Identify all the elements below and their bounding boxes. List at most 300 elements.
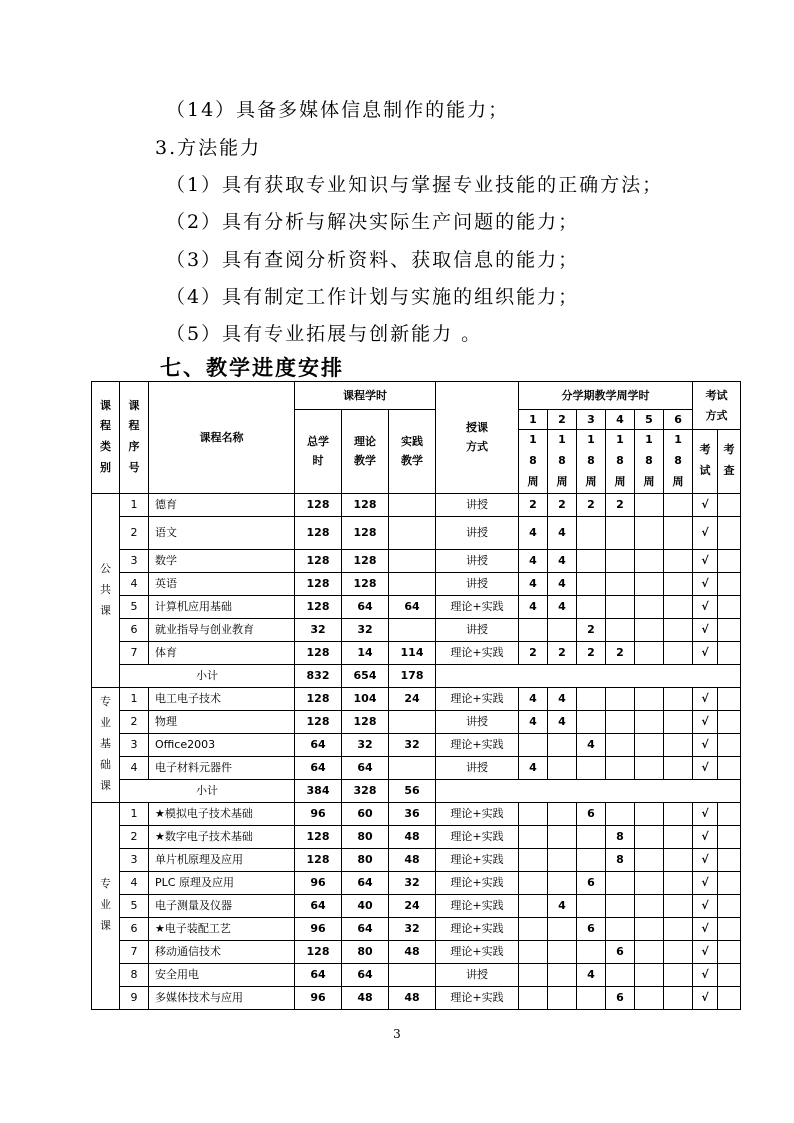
table-row xyxy=(92,493,741,516)
course-practice xyxy=(389,963,436,986)
course-total: 128 xyxy=(295,549,342,572)
course-semester-4 xyxy=(606,549,635,572)
course-exam: √ xyxy=(693,641,718,664)
course-total: 128 xyxy=(295,687,342,710)
header-exam-method: 考试 方式 xyxy=(693,382,741,430)
course-name: 多媒体技术与应用 xyxy=(149,986,295,1009)
course-practice: 48 xyxy=(389,986,436,1009)
course-semester-6 xyxy=(664,986,693,1009)
course-theory: 14 xyxy=(342,641,389,664)
course-semester-6 xyxy=(664,963,693,986)
course-semester-4 xyxy=(606,756,635,779)
course-check xyxy=(718,733,741,756)
course-check xyxy=(718,917,741,940)
text-line-3: （3）具有查阅分析资料、获取信息的能力； xyxy=(166,249,580,271)
course-semester-1: 4 xyxy=(519,516,548,549)
text-line-4: （4）具有制定工作计划与实施的组织能力； xyxy=(166,286,580,308)
course-practice xyxy=(389,549,436,572)
course-semester-5 xyxy=(635,687,664,710)
course-check xyxy=(718,825,741,848)
course-semester-3 xyxy=(577,848,606,871)
course-semester-5 xyxy=(635,802,664,825)
course-mode: 理论+实践 xyxy=(436,940,519,963)
course-semester-4 xyxy=(606,733,635,756)
course-semester-6 xyxy=(664,894,693,917)
course-name: 就业指导与创业教育 xyxy=(149,618,295,641)
header-check: 考 查 xyxy=(718,430,741,494)
course-name: ★电子装配工艺 xyxy=(149,917,295,940)
course-seq: 9 xyxy=(120,986,149,1009)
course-semester-2 xyxy=(548,848,577,871)
course-practice xyxy=(389,516,436,549)
subtotal-practice: 178 xyxy=(389,664,436,687)
course-semester-1 xyxy=(519,618,548,641)
teaching-schedule-table xyxy=(91,381,741,1010)
header-semester-4: 4 xyxy=(606,410,635,430)
course-semester-2 xyxy=(548,917,577,940)
course-mode: 理论+实践 xyxy=(436,641,519,664)
course-semester-2: 4 xyxy=(548,595,577,618)
category-cell: 公 共 课 xyxy=(92,493,120,687)
course-semester-3 xyxy=(577,516,606,549)
course-semester-1 xyxy=(519,917,548,940)
course-semester-3 xyxy=(577,986,606,1009)
course-mode: 理论+实践 xyxy=(436,802,519,825)
header-semester-6: 6 xyxy=(664,410,693,430)
course-semester-1: 4 xyxy=(519,687,548,710)
course-semester-1 xyxy=(519,733,548,756)
course-check xyxy=(718,641,741,664)
course-semester-5 xyxy=(635,549,664,572)
course-check xyxy=(718,595,741,618)
course-semester-1: 4 xyxy=(519,595,548,618)
course-total: 64 xyxy=(295,963,342,986)
course-semester-6 xyxy=(664,802,693,825)
course-semester-5 xyxy=(635,572,664,595)
course-practice xyxy=(389,618,436,641)
course-semester-3 xyxy=(577,687,606,710)
course-semester-3 xyxy=(577,549,606,572)
course-semester-2: 4 xyxy=(548,549,577,572)
course-exam: √ xyxy=(693,572,718,595)
course-total: 128 xyxy=(295,940,342,963)
course-mode: 讲授 xyxy=(436,549,519,572)
course-semester-4 xyxy=(606,802,635,825)
course-semester-2 xyxy=(548,940,577,963)
course-semester-6 xyxy=(664,825,693,848)
course-total: 64 xyxy=(295,733,342,756)
course-check xyxy=(718,871,741,894)
course-semester-1 xyxy=(519,963,548,986)
header-weeks-5: 1 8 周 xyxy=(635,430,664,494)
category-cell: 专 业 课 xyxy=(92,802,120,1009)
course-seq: 1 xyxy=(120,802,149,825)
course-total: 128 xyxy=(295,493,342,516)
course-name: 德育 xyxy=(149,493,295,516)
course-seq: 3 xyxy=(120,733,149,756)
course-practice: 32 xyxy=(389,871,436,894)
course-total: 128 xyxy=(295,516,342,549)
subtotal-blank xyxy=(436,664,741,687)
course-name: 体育 xyxy=(149,641,295,664)
course-mode: 讲授 xyxy=(436,963,519,986)
course-total: 128 xyxy=(295,595,342,618)
course-total: 64 xyxy=(295,756,342,779)
subtotal-total: 832 xyxy=(295,664,342,687)
course-practice xyxy=(389,572,436,595)
subtotal-theory: 328 xyxy=(342,779,389,802)
table-row xyxy=(92,516,741,549)
course-total: 96 xyxy=(295,871,342,894)
course-mode: 理论+实践 xyxy=(436,917,519,940)
course-name: 单片机原理及应用 xyxy=(149,848,295,871)
subtotal-label: 小计 xyxy=(120,779,295,802)
section-title: 七、教学进度安排 xyxy=(160,356,344,380)
course-check xyxy=(718,986,741,1009)
course-seq: 7 xyxy=(120,940,149,963)
course-theory: 128 xyxy=(342,516,389,549)
course-semester-1: 4 xyxy=(519,710,548,733)
course-semester-6 xyxy=(664,549,693,572)
course-semester-6 xyxy=(664,871,693,894)
course-seq: 2 xyxy=(120,710,149,733)
subtotal-row xyxy=(92,664,741,687)
course-exam: √ xyxy=(693,894,718,917)
course-name: 语文 xyxy=(149,516,295,549)
course-seq: 4 xyxy=(120,756,149,779)
course-semester-3 xyxy=(577,894,606,917)
table-row xyxy=(92,733,741,756)
course-practice: 36 xyxy=(389,802,436,825)
course-semester-5 xyxy=(635,963,664,986)
course-theory: 60 xyxy=(342,802,389,825)
course-semester-2: 4 xyxy=(548,710,577,733)
course-semester-3 xyxy=(577,572,606,595)
header-weeks-3: 1 8 周 xyxy=(577,430,606,494)
course-mode: 讲授 xyxy=(436,618,519,641)
header-name: 课程名称 xyxy=(149,382,295,494)
course-semester-2 xyxy=(548,986,577,1009)
header-weeks-1: 1 8 周 xyxy=(519,430,548,494)
table-row xyxy=(92,917,741,940)
course-practice: 48 xyxy=(389,825,436,848)
course-practice xyxy=(389,493,436,516)
course-check xyxy=(718,516,741,549)
subtotal-total: 384 xyxy=(295,779,342,802)
course-semester-2 xyxy=(548,963,577,986)
header-weeks-2: 1 8 周 xyxy=(548,430,577,494)
course-check xyxy=(718,572,741,595)
course-semester-5 xyxy=(635,493,664,516)
course-semester-5 xyxy=(635,733,664,756)
text-line-1: （1）具有获取专业知识与掌握专业技能的正确方法； xyxy=(166,174,664,196)
course-semester-3: 4 xyxy=(577,963,606,986)
section-3-method: 3.方法能力 xyxy=(155,137,262,159)
course-name: ★数字电子技术基础 xyxy=(149,825,295,848)
table-row xyxy=(92,618,741,641)
course-check xyxy=(718,940,741,963)
course-mode: 讲授 xyxy=(436,516,519,549)
course-semester-2: 4 xyxy=(548,687,577,710)
course-name: 数学 xyxy=(149,549,295,572)
course-mode: 理论+实践 xyxy=(436,687,519,710)
course-semester-3 xyxy=(577,940,606,963)
course-semester-4 xyxy=(606,572,635,595)
course-exam: √ xyxy=(693,848,718,871)
subtotal-row xyxy=(92,779,741,802)
course-semester-4: 8 xyxy=(606,825,635,848)
header-exam: 考 试 xyxy=(693,430,718,494)
course-semester-1 xyxy=(519,848,548,871)
course-semester-1: 4 xyxy=(519,549,548,572)
course-semester-2: 4 xyxy=(548,516,577,549)
subtotal-label: 小计 xyxy=(120,664,295,687)
course-practice: 64 xyxy=(389,595,436,618)
course-semester-5 xyxy=(635,917,664,940)
subtotal-practice: 56 xyxy=(389,779,436,802)
course-semester-1 xyxy=(519,894,548,917)
header-total: 总学 时 xyxy=(295,410,342,494)
course-theory: 128 xyxy=(342,710,389,733)
course-semester-4 xyxy=(606,618,635,641)
course-practice: 48 xyxy=(389,940,436,963)
table-row xyxy=(92,710,741,733)
table-row xyxy=(92,802,741,825)
course-check xyxy=(718,848,741,871)
course-semester-5 xyxy=(635,848,664,871)
course-semester-3: 6 xyxy=(577,802,606,825)
course-semester-2 xyxy=(548,802,577,825)
course-seq: 3 xyxy=(120,549,149,572)
course-check xyxy=(718,802,741,825)
course-name: ★模拟电子技术基础 xyxy=(149,802,295,825)
course-name: 移动通信技术 xyxy=(149,940,295,963)
course-theory: 104 xyxy=(342,687,389,710)
course-semester-5 xyxy=(635,871,664,894)
course-mode: 理论+实践 xyxy=(436,733,519,756)
table-row xyxy=(92,572,741,595)
course-seq: 2 xyxy=(120,516,149,549)
course-name: Office2003 xyxy=(149,733,295,756)
course-semester-2: 2 xyxy=(548,493,577,516)
course-exam: √ xyxy=(693,940,718,963)
course-check xyxy=(718,710,741,733)
course-check xyxy=(718,894,741,917)
course-check xyxy=(718,756,741,779)
course-semester-4 xyxy=(606,871,635,894)
course-seq: 3 xyxy=(120,848,149,871)
course-semester-6 xyxy=(664,848,693,871)
course-semester-3: 6 xyxy=(577,871,606,894)
course-semester-3: 2 xyxy=(577,618,606,641)
course-mode: 理论+实践 xyxy=(436,871,519,894)
course-practice: 24 xyxy=(389,687,436,710)
course-semester-3 xyxy=(577,825,606,848)
course-theory: 64 xyxy=(342,963,389,986)
course-total: 128 xyxy=(295,710,342,733)
course-semester-4 xyxy=(606,516,635,549)
course-theory: 64 xyxy=(342,871,389,894)
course-seq: 6 xyxy=(120,917,149,940)
course-check xyxy=(718,963,741,986)
course-semester-1: 4 xyxy=(519,756,548,779)
course-exam: √ xyxy=(693,963,718,986)
course-total: 128 xyxy=(295,572,342,595)
course-semester-4 xyxy=(606,710,635,733)
text-line-14: （14）具备多媒体信息制作的能力； xyxy=(166,99,510,121)
header-weeks-4: 1 8 周 xyxy=(606,430,635,494)
course-name: 英语 xyxy=(149,572,295,595)
course-total: 128 xyxy=(295,641,342,664)
table-row xyxy=(92,641,741,664)
course-semester-2 xyxy=(548,871,577,894)
header-semester-2: 2 xyxy=(548,410,577,430)
course-practice xyxy=(389,710,436,733)
table-row xyxy=(92,825,741,848)
course-semester-4 xyxy=(606,963,635,986)
course-semester-4: 6 xyxy=(606,940,635,963)
course-seq: 4 xyxy=(120,871,149,894)
course-semester-6 xyxy=(664,687,693,710)
course-semester-6 xyxy=(664,516,693,549)
table-row xyxy=(92,687,741,710)
course-seq: 7 xyxy=(120,641,149,664)
course-total: 64 xyxy=(295,894,342,917)
course-semester-4: 6 xyxy=(606,986,635,1009)
table-row xyxy=(92,871,741,894)
course-semester-6 xyxy=(664,917,693,940)
course-exam: √ xyxy=(693,802,718,825)
course-semester-4: 2 xyxy=(606,641,635,664)
course-exam: √ xyxy=(693,516,718,549)
table-row xyxy=(92,848,741,871)
course-seq: 6 xyxy=(120,618,149,641)
course-exam: √ xyxy=(693,733,718,756)
course-name: 电工电子技术 xyxy=(149,687,295,710)
course-mode: 讲授 xyxy=(436,710,519,733)
course-practice: 24 xyxy=(389,894,436,917)
course-semester-1 xyxy=(519,986,548,1009)
header-theory: 理论 教学 xyxy=(342,410,389,494)
course-exam: √ xyxy=(693,549,718,572)
course-semester-5 xyxy=(635,825,664,848)
header-hours: 课程学时 xyxy=(295,382,436,410)
course-theory: 128 xyxy=(342,493,389,516)
course-exam: √ xyxy=(693,917,718,940)
course-exam: √ xyxy=(693,710,718,733)
course-semester-1 xyxy=(519,871,548,894)
course-exam: √ xyxy=(693,825,718,848)
course-semester-3: 2 xyxy=(577,493,606,516)
course-theory: 128 xyxy=(342,572,389,595)
course-semester-1: 2 xyxy=(519,641,548,664)
header-category: 课 程 类 别 xyxy=(92,382,120,494)
table-row xyxy=(92,756,741,779)
header-semester-3: 3 xyxy=(577,410,606,430)
course-seq: 5 xyxy=(120,595,149,618)
course-semester-5 xyxy=(635,618,664,641)
course-semester-1: 4 xyxy=(519,572,548,595)
course-total: 128 xyxy=(295,848,342,871)
course-check xyxy=(718,618,741,641)
table-row xyxy=(92,986,741,1009)
header-semester-1: 1 xyxy=(519,410,548,430)
course-semester-1 xyxy=(519,802,548,825)
course-name: 物理 xyxy=(149,710,295,733)
course-mode: 理论+实践 xyxy=(436,595,519,618)
course-semester-2 xyxy=(548,618,577,641)
course-mode: 理论+实践 xyxy=(436,986,519,1009)
course-semester-6 xyxy=(664,733,693,756)
course-theory: 32 xyxy=(342,733,389,756)
course-semester-2 xyxy=(548,756,577,779)
course-semester-3 xyxy=(577,595,606,618)
course-practice: 32 xyxy=(389,917,436,940)
course-theory: 32 xyxy=(342,618,389,641)
course-semester-4 xyxy=(606,894,635,917)
course-semester-2 xyxy=(548,733,577,756)
course-exam: √ xyxy=(693,595,718,618)
course-name: 计算机应用基础 xyxy=(149,595,295,618)
table-row xyxy=(92,549,741,572)
course-semester-5 xyxy=(635,756,664,779)
course-mode: 讲授 xyxy=(436,493,519,516)
course-semester-3 xyxy=(577,710,606,733)
course-semester-6 xyxy=(664,940,693,963)
course-name: 安全用电 xyxy=(149,963,295,986)
course-mode: 理论+实践 xyxy=(436,848,519,871)
table-row xyxy=(92,595,741,618)
course-semester-5 xyxy=(635,986,664,1009)
text-line-5: （5）具有专业拓展与创新能力 。 xyxy=(166,323,483,345)
course-total: 96 xyxy=(295,917,342,940)
course-semester-3: 2 xyxy=(577,641,606,664)
header-mode: 授课 方式 xyxy=(436,382,519,494)
course-seq: 2 xyxy=(120,825,149,848)
course-semester-2: 2 xyxy=(548,641,577,664)
course-semester-6 xyxy=(664,710,693,733)
course-exam: √ xyxy=(693,618,718,641)
course-semester-2: 4 xyxy=(548,894,577,917)
course-semester-5 xyxy=(635,940,664,963)
course-semester-6 xyxy=(664,756,693,779)
course-semester-2: 4 xyxy=(548,572,577,595)
course-semester-6 xyxy=(664,572,693,595)
course-semester-6 xyxy=(664,493,693,516)
header-weekly: 分学期教学周学时 xyxy=(519,382,693,410)
course-check xyxy=(718,687,741,710)
table-row xyxy=(92,963,741,986)
course-name: 电子材料元器件 xyxy=(149,756,295,779)
subtotal-blank xyxy=(436,779,741,802)
course-name: 电子测量及仪器 xyxy=(149,894,295,917)
course-total: 32 xyxy=(295,618,342,641)
course-semester-6 xyxy=(664,618,693,641)
course-semester-5 xyxy=(635,516,664,549)
course-name: PLC 原理及应用 xyxy=(149,871,295,894)
course-semester-5 xyxy=(635,595,664,618)
course-semester-6 xyxy=(664,641,693,664)
course-theory: 40 xyxy=(342,894,389,917)
course-theory: 80 xyxy=(342,940,389,963)
course-semester-1: 2 xyxy=(519,493,548,516)
course-mode: 理论+实践 xyxy=(436,825,519,848)
course-mode: 理论+实践 xyxy=(436,894,519,917)
course-seq: 8 xyxy=(120,963,149,986)
course-practice xyxy=(389,756,436,779)
course-total: 96 xyxy=(295,986,342,1009)
course-semester-6 xyxy=(664,595,693,618)
